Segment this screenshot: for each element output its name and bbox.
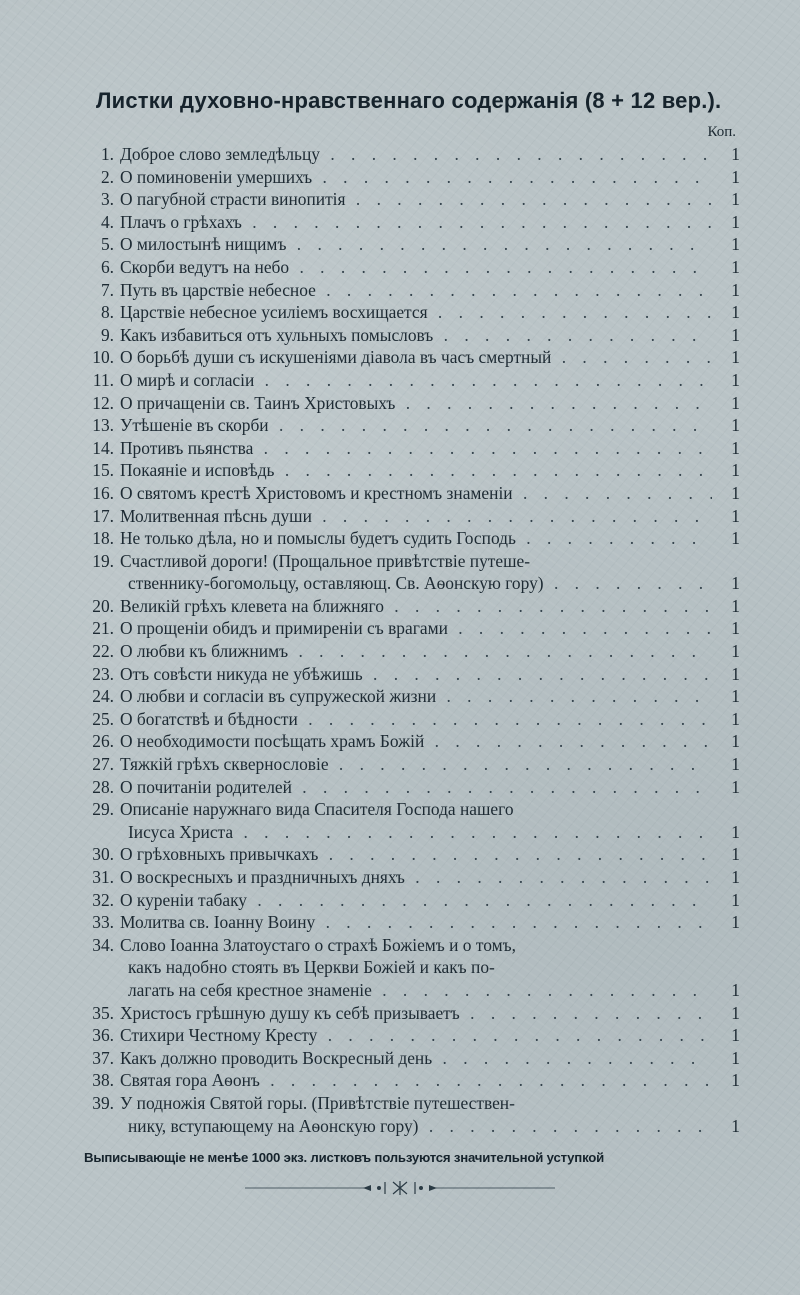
list-item <box>80 911 740 934</box>
list-item <box>80 369 740 392</box>
list-item-line <box>80 301 740 324</box>
list-item-line <box>80 1069 740 1092</box>
list-item-line <box>80 414 740 437</box>
item-title <box>120 911 712 934</box>
item-title-text: О любви къ ближнимъ <box>120 641 289 662</box>
item-title-text: О воскресныхъ и праздничныхъ дняхъ <box>120 867 405 887</box>
item-title <box>120 414 712 437</box>
item-title-text: Христосъ грѣшную душу къ себѣ призываетъ <box>120 1002 460 1023</box>
list-item <box>80 776 740 799</box>
list-item-line <box>80 821 740 844</box>
item-title <box>120 843 712 866</box>
item-title <box>120 527 712 550</box>
list-item <box>80 301 740 324</box>
item-number: 1. <box>100 144 114 164</box>
item-title <box>120 889 712 912</box>
item-number: 34. <box>92 934 114 955</box>
item-title <box>120 1092 712 1115</box>
list-item <box>80 1047 740 1070</box>
item-title-text: Противъ пьянства <box>120 437 254 458</box>
list-item <box>80 1002 740 1025</box>
item-title <box>128 979 712 1002</box>
item-title <box>120 188 712 211</box>
item-number: 27. <box>92 754 114 775</box>
item-title-text: О пагубной страсти винопитія <box>120 189 346 210</box>
list-item <box>80 889 740 912</box>
item-number: 32. <box>92 889 114 910</box>
item-price: 1 <box>731 256 740 277</box>
item-number: 37. <box>92 1047 114 1068</box>
item-number: 4. <box>100 211 114 232</box>
list-item-line <box>80 505 740 528</box>
list-item-line <box>80 730 740 753</box>
item-price: 1 <box>731 415 740 436</box>
item-price: 1 <box>731 1047 740 1068</box>
item-price: 1 <box>731 844 740 865</box>
list-item-line <box>80 527 740 550</box>
list-item <box>80 708 740 731</box>
list-item <box>80 617 740 640</box>
list-item-line <box>80 1115 740 1138</box>
list-item-line <box>80 482 740 505</box>
item-price: 1 <box>731 437 740 458</box>
item-title <box>120 233 712 256</box>
discount-note: Выписывающіе не менѣе 1000 экз. листковъ пользуются значительной уступкой <box>84 1150 605 1165</box>
item-price: 1 <box>731 595 740 616</box>
list-item <box>80 459 740 482</box>
item-title <box>120 640 712 663</box>
item-title-text: Тяжкій грѣхъ сквернословіе <box>120 754 329 775</box>
item-price: 1 <box>731 663 740 684</box>
item-title-text: Слово Іоанна Златоустаго о страхѣ Божіемъ и о томъ, <box>120 934 516 955</box>
item-number: 28. <box>92 776 114 797</box>
list-item <box>80 256 740 279</box>
item-title <box>120 346 712 369</box>
list-item-line <box>80 346 740 369</box>
item-title <box>120 211 712 234</box>
item-title <box>120 730 712 753</box>
item-number: 16. <box>92 482 114 503</box>
item-title-text: О любви и согласіи въ супружеской жизни <box>120 686 437 707</box>
list-item-line <box>80 572 740 595</box>
item-title <box>120 301 712 324</box>
item-title <box>120 459 712 482</box>
list-item <box>80 1069 740 1092</box>
item-title <box>128 572 712 595</box>
item-price: 1 <box>731 754 740 775</box>
list-item-line <box>80 934 740 957</box>
item-title-text: О необходимости посѣщать храмъ Божій <box>120 731 425 752</box>
list-item <box>80 866 740 889</box>
item-title-text: Какъ избавиться отъ хульныхъ помысловъ <box>120 324 434 345</box>
item-number: 15. <box>92 460 114 481</box>
item-price: 1 <box>731 347 740 368</box>
list-item <box>80 753 740 776</box>
item-title <box>120 595 712 618</box>
leaflet-list <box>80 143 740 1137</box>
ornament-divider <box>245 1178 555 1198</box>
item-number: 26. <box>92 731 114 752</box>
list-item-line <box>80 685 740 708</box>
list-item <box>80 1024 740 1047</box>
item-price: 1 <box>731 573 740 594</box>
item-price: 1 <box>731 144 740 164</box>
item-title-text: нику, вступающему на Аѳонскую гору) <box>128 1115 419 1136</box>
list-item-line <box>80 911 740 934</box>
list-item-line <box>80 1024 740 1047</box>
item-title-text: О святомъ крестѣ Христовомъ и крестномъ знаменіи <box>120 482 513 503</box>
list-item-line <box>80 1047 740 1070</box>
item-price: 1 <box>731 889 740 910</box>
item-price: 1 <box>731 708 740 729</box>
item-title <box>120 1002 712 1025</box>
item-price: 1 <box>731 166 740 187</box>
item-number: 7. <box>100 279 114 300</box>
item-title <box>120 685 712 708</box>
item-number: 14. <box>92 437 114 458</box>
item-title-text: О богатствѣ и бѣдности <box>120 708 298 729</box>
item-title-text: Молитвенная пѣснь души <box>120 505 312 526</box>
item-price: 1 <box>731 324 740 345</box>
list-item-line <box>80 663 740 686</box>
item-title-text: лагать на себя крестное знаменіе <box>128 979 372 1000</box>
list-item <box>80 166 740 189</box>
item-title <box>120 663 712 686</box>
list-item-line <box>80 392 740 415</box>
item-number: 39. <box>92 1092 114 1113</box>
list-item-line <box>80 143 740 166</box>
list-item <box>80 730 740 753</box>
list-item <box>80 595 740 618</box>
item-title <box>120 1069 712 1092</box>
list-item <box>80 640 740 663</box>
item-number: 10. <box>92 347 114 368</box>
list-item-line <box>80 166 740 189</box>
item-title-text: О поминовеніи умершихъ <box>120 166 313 187</box>
item-title <box>120 934 712 957</box>
item-title <box>120 708 712 731</box>
item-title <box>120 369 712 392</box>
item-price: 1 <box>731 460 740 481</box>
item-price: 1 <box>731 686 740 707</box>
list-item <box>80 482 740 505</box>
item-price: 1 <box>731 482 740 503</box>
item-price: 1 <box>731 505 740 526</box>
item-price: 1 <box>731 369 740 390</box>
list-item-line <box>80 776 740 799</box>
list-item <box>80 414 740 437</box>
item-number: 12. <box>92 392 114 413</box>
item-title-text: Отъ совѣсти никуда не убѣжишь <box>120 663 363 684</box>
list-item <box>80 188 740 211</box>
item-number: 6. <box>100 256 114 277</box>
item-title <box>120 482 712 505</box>
list-item-line <box>80 843 740 866</box>
list-item-line <box>80 188 740 211</box>
item-price: 1 <box>731 234 740 255</box>
list-item-line <box>80 256 740 279</box>
item-title <box>120 866 712 889</box>
list-item-line <box>80 1092 740 1115</box>
item-number: 22. <box>92 641 114 662</box>
item-price: 1 <box>731 211 740 232</box>
item-title <box>120 143 712 166</box>
item-price: 1 <box>731 867 740 887</box>
item-title-text: Доброе слово земледѣльцу <box>120 144 320 164</box>
item-number: 35. <box>92 1002 114 1023</box>
item-title-text: О милостынѣ нищимъ <box>120 234 287 255</box>
item-title-text: Святая гора Аѳонъ <box>120 1070 260 1091</box>
item-price: 1 <box>731 618 740 639</box>
item-number: 23. <box>92 663 114 684</box>
item-title-text: У подножія Святой горы. (Привѣтствіе путешествен- <box>120 1092 515 1113</box>
item-title <box>120 256 712 279</box>
item-title-text: Молитва св. Іоанну Воину <box>120 912 316 933</box>
item-title-text: О куреніи табаку <box>120 889 248 910</box>
item-title-text: Какъ должно проводить Воскресный день <box>120 1047 433 1068</box>
item-price: 1 <box>731 912 740 933</box>
list-item <box>80 1092 740 1137</box>
item-price: 1 <box>731 821 740 842</box>
list-item-line <box>80 324 740 347</box>
item-number: 5. <box>100 234 114 255</box>
list-item <box>80 346 740 369</box>
list-item-line <box>80 866 740 889</box>
list-item <box>80 685 740 708</box>
item-title <box>120 437 712 460</box>
item-title-text: О почитаніи родителей <box>120 776 292 797</box>
list-item-line <box>80 211 740 234</box>
item-number: 29. <box>92 799 114 820</box>
list-item <box>80 843 740 866</box>
item-title-text: ственнику-богомольцу, оставляющ. Св. Аѳонскую гору) <box>128 573 544 594</box>
list-item-line <box>80 956 740 979</box>
item-price: 1 <box>731 1070 740 1091</box>
item-title-text: Царствіе небесное усиліемъ восхищается <box>120 302 428 323</box>
item-number: 20. <box>92 595 114 616</box>
list-item <box>80 663 740 686</box>
item-title <box>120 505 712 528</box>
item-title-text: Іисуса Христа <box>128 821 234 842</box>
item-number: 18. <box>92 528 114 549</box>
item-title-text: Описаніе наружнаго вида Спасителя Господа нашего <box>120 799 514 820</box>
item-title <box>120 279 712 302</box>
item-price: 1 <box>731 641 740 662</box>
list-item-line <box>80 640 740 663</box>
list-item <box>80 550 740 595</box>
list-item-line <box>80 617 740 640</box>
item-title-text: Путь въ царствіе небесное <box>120 279 316 300</box>
item-number: 2. <box>100 166 114 187</box>
item-title-text: Скорби ведутъ на небо <box>120 256 290 277</box>
list-item-line <box>80 708 740 731</box>
list-item-line <box>80 459 740 482</box>
list-item-line <box>80 369 740 392</box>
list-item <box>80 505 740 528</box>
item-number: 3. <box>100 189 114 210</box>
item-price: 1 <box>731 302 740 323</box>
list-item <box>80 437 740 460</box>
item-title-text: О борьбѣ души съ искушеніями діавола въ часъ смертный <box>120 347 552 368</box>
item-title-text: Плачъ о грѣхахъ <box>120 211 242 232</box>
list-item <box>80 527 740 550</box>
item-title <box>120 776 712 799</box>
list-item-line <box>80 550 740 573</box>
item-number: 24. <box>92 686 114 707</box>
item-number: 9. <box>100 324 114 345</box>
item-number: 21. <box>92 618 114 639</box>
list-item-line <box>80 279 740 302</box>
item-title-text: Не только дѣла, но и помыслы будетъ судить Господь <box>120 528 516 549</box>
item-price: 1 <box>731 979 740 1000</box>
item-title-text: Стихири Честному Кресту <box>120 1025 318 1046</box>
item-title-text: Великій грѣхъ клевета на ближняго <box>120 595 384 616</box>
list-item-line <box>80 753 740 776</box>
item-price: 1 <box>731 392 740 413</box>
item-price: 1 <box>731 279 740 300</box>
item-number: 36. <box>92 1025 114 1046</box>
item-number: 17. <box>92 505 114 526</box>
item-title-text: Утѣшеніе въ скорби <box>120 415 269 436</box>
item-number: 31. <box>92 867 114 887</box>
item-number: 38. <box>92 1070 114 1091</box>
item-number: 25. <box>92 708 114 729</box>
item-title <box>120 617 712 640</box>
item-title-text: О прощеніи обидъ и примиреніи съ врагами <box>120 618 448 639</box>
item-price: 1 <box>731 189 740 210</box>
item-title <box>120 166 712 189</box>
item-title <box>128 1115 712 1138</box>
item-price: 1 <box>731 731 740 752</box>
list-item-line <box>80 595 740 618</box>
item-title <box>120 1047 712 1070</box>
item-price: 1 <box>731 1115 740 1136</box>
item-number: 19. <box>92 550 114 571</box>
page-title: Листки духовно-нравственнаго содержанія (8 + 12 вер.). <box>96 88 722 113</box>
item-title-text: О мирѣ и согласіи <box>120 369 255 390</box>
list-item-line <box>80 233 740 256</box>
list-item <box>80 392 740 415</box>
list-item-line <box>80 979 740 1002</box>
item-number: 11. <box>92 369 114 390</box>
list-item-line <box>80 889 740 912</box>
item-title <box>128 956 712 979</box>
list-item <box>80 211 740 234</box>
item-price: 1 <box>731 776 740 797</box>
item-title-text: О причащеніи св. Таинъ Христовыхъ <box>120 392 396 413</box>
list-item <box>80 934 740 1002</box>
list-item <box>80 233 740 256</box>
item-title-text: О грѣховныхъ привычкахъ <box>120 844 319 865</box>
item-price: 1 <box>731 528 740 549</box>
list-item-line <box>80 1002 740 1025</box>
item-title <box>120 550 712 573</box>
item-number: 33. <box>92 912 114 933</box>
item-number: 13. <box>92 415 114 436</box>
list-item <box>80 324 740 347</box>
price-column-header: Коп. <box>707 124 736 140</box>
list-item <box>80 279 740 302</box>
item-price: 1 <box>731 1025 740 1046</box>
item-price: 1 <box>731 1002 740 1023</box>
item-title <box>120 324 712 347</box>
item-title <box>128 821 712 844</box>
list-item-line <box>80 437 740 460</box>
item-number: 8. <box>100 302 114 323</box>
item-title <box>120 392 712 415</box>
list-item-line <box>80 798 740 821</box>
item-title <box>120 798 712 821</box>
list-item <box>80 143 740 166</box>
item-title-text: какъ надобно стоять въ Церкви Божіей и какъ по- <box>128 957 495 978</box>
item-title <box>120 753 712 776</box>
item-title <box>120 1024 712 1047</box>
item-title-text: Покаяніе и исповѣдь <box>120 460 275 481</box>
item-number: 30. <box>92 844 114 865</box>
list-item <box>80 798 740 843</box>
item-title-text: Счастливой дороги! (Прощальное привѣтствіе путеше- <box>120 550 530 571</box>
